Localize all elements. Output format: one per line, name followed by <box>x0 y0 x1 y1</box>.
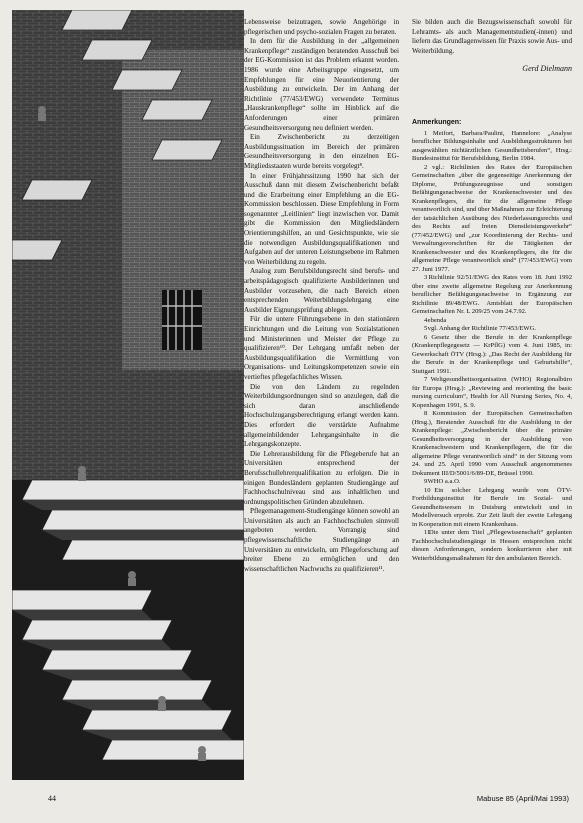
reference-item: 7 Weltgesundheitsorganisation (WHO) Regionalbüro für Europa (Hrsg.): „Reviewing and reorienting the basic nursing curriculum“, Health for All Nursing Series, No. 4, Kopenhagen 1991, S. 9. <box>412 376 572 409</box>
paragraph: Pflegemanagement-Studiengänge können sowohl an Universitäten als auch an Fachhochschulen sinnvoll angeboten werden. Vorrangig sind pflegewissenschaftliche Studiengänge an Universitäten zu entwickeln, um Pflegeforschung auf breiter Ebene zu ermöglichen und den wissenschaftlichen Nachwuchs zu qualifizieren¹¹. <box>244 507 399 573</box>
paragraph: In einer Frühjahrssitzung 1990 hat sich der Ausschuß dann mit diesem Zwischenbericht befaßt und die Erarbeitung einer Empfehlung an die EG-Kommission beschlossen. Diese Empfehlung in Form sogenannter „Leitlinien“ liegt inzwischen vor. Damit gibt die Kommission den Mitgliedsländern Orientierungshilfen, an und Gesichtspunkte, wie sie die notwendigen Ausbildungsqualifikationen und Aufgaben auf der unteren Leistungsebene im Rahmen von Weiterbildung zu regeln. <box>244 171 399 266</box>
paragraph: Ein Zwischenbericht zu derzeitigen Ausbildungssituation im Bereich der primären Gesundheitsversorgung in den einzelnen EG-Mitgliedsstaaten wurde bereits vorgelegt⁸. <box>244 133 399 170</box>
illustration-graphic <box>12 10 244 780</box>
page-number: 44 <box>48 794 56 803</box>
issue-footer: Mabuse 85 (April/Mai 1993) <box>476 794 569 803</box>
reference-item: 6 Gesetz über die Berufe in der Krankenpflege (Krankenpflegegesetz — KrPflG) vom 4. Juni 1985, in: Gewerkschaft ÖTV (Hrsg.): „Das Recht der Ausbildung für die Berufe in der Krankenpflege und Geburtshilfe“, Stuttgart 1991. <box>412 333 572 375</box>
reference-item: 5 vgl. Anhang der Richtlinie 77/453/EWG. <box>424 325 537 333</box>
reference-item: 9 WHO a.a.O. <box>424 478 461 486</box>
paragraph: Analog zum Berufsbildungsrecht sind berufs- und arbeitspädagogisch qualifizierte Ausbilderinnen und Ausbilder vorzusehen, die nach Bereich einen entsprechenden Weiterbildungslehrgang eine Ausbilder Eignungsprüfung ablegen. <box>244 267 399 314</box>
references-list <box>412 130 572 564</box>
escher-style-staircase-illustration <box>12 10 244 780</box>
reference-item: 10 Ein solcher Lehrgang wurde vom ÖTV-Fortbildungsinstitut für Berufe im Sozial- und Gesundheitswesen in Duisburg entwickelt und in Modellversuch erprobt. Zur Zeit läuft der zweite Lehrgang in Kooperation mit einem Krankenhaus. <box>412 486 572 528</box>
paragraph: Die von den Ländern zu regelnden Weiterbildungsordnungen sind so anzulegen, daß die sich daran anschließende Hochschulzugangsberechtigung erlangt werden kann. Dies erfordert die verstärkte Aufnahme allgemeinbildender Lehrgangsinhalte in die Lehrgangskonzepte. <box>244 382 399 449</box>
reference-item: 4 ebenda <box>424 316 447 324</box>
author-signature: Gerd Dielmann <box>522 64 572 74</box>
reference-item: 8 Kommission der Europäischen Gemeinschaften (Hrsg.), Beratender Ausschuß für die Ausbildung in der Krankenpflege: „Zwischenbericht über die primäre Gesundheitsversorgung in der Ausbildung von Krankenschwestern und Krankenpflegern, die für die allgemeine Pflege verantwortlich sind“ in der Sitzung vom 24. und 25. April 1990 vom Ausschuß angenommenes Dokument III/D/5001/6/89-DE, Brüssel 1990. <box>412 410 573 477</box>
paragraph: In dem für die Ausbildung in der „allgemeinen Krankenpflege“ zuständigen beratenden Ausschuß bei der EG-Kommission ist das Problem erkannt worden. 1986 wurde eine Arbeitsgruppe eingesetzt, um Empfehlungen für eine Neuorientierung der Ausbildung zu entwickeln. Der im Anhang der Richtlinie (77/453/EWG) verwendete Terminus „Hauskrankenpflege“ sollte im Hinblick auf die Anforderungen einer primären Gesundheitsversorgung neu definiert werden. <box>244 37 399 132</box>
article-column-middle <box>244 18 399 574</box>
article-column-right <box>412 18 572 563</box>
reference-item: 2 vgl.: Richtlinien des Rates der Europäischen Gemeinschaften „über die gegenseitige Anerkennung der Diplome, Prüfungszeugnisse und sonstigen Befähigungsnachweise der Krankenschwester und des Krankenpflegers, die für die allgemeine Pflege verantwortlich sind, und über Maßnahmen zur Erleichterung der tatsächlichen Ausübung des Niederlassungsrechts und des Rechts auf freien Dienstleistungsverkehr“ (77/452/EWG) und „zur Koordinierung der Rechts- und Verwaltungsvorschriften für die Tätigkeiten der Krankenschwester und des Krankenpflegers, die für die allgemeine Pflege verantwortlich sind“ (77/453/EWG) vom 27. Juni 1977. <box>412 163 572 273</box>
reference-item: 1 Meifort, Barbara/Paulini, Hannelore: „Analyse beruflicher Bildungsinhalte und Ausbildungsstrukturen bei ausgewählten nichtärztlichen Gesundheitsberufen“, Hrsg.: Bundesinstitut für Berufsbildung, Berlin 1984. <box>412 129 572 163</box>
paragraph: Lebensweise beizutragen, sowie Angehörige in pflegerischen und psycho-sozialen Fragen zu beraten. <box>244 18 399 36</box>
paragraph: Die Lehrerausbildung für die Pflegeberufe hat an Universitäten entsprechend der Berufsschullehrerqualifikation zu erfolgen. Die in einigen Bundesländern geplanten Studiengänge auf Fachhochschulniveau sind aus inhaltlichen und ordnungspolitischen Gründen abzulehnen. <box>244 449 399 506</box>
reference-item: 3 Richtlinie 92/51/EWG des Rates vom 18. Juni 1992 über eine zweite allgemeine Regelung zur Anerkennung beruflicher Befähigungsnachweise in Ergänzung zur Richtlinie 89/48/EWG. Amtsblatt der Europäischen Gemeinschaften Nr. L 209/25 vom 24.7.92. <box>412 274 572 316</box>
reference-item: 11 Die unter dem Titel „Pflegewissenschaft“ geplanten Fachhochschulstudiengänge in Hessen entsprechen nicht diesen Anforderungen, sondern konkurrieren eher mit Weiterbildungsmaßnahmen für den ambulanten Bereich. <box>412 529 572 562</box>
closing-paragraph: Sie bilden auch die Bezugswissenschaft sowohl für Lehramts- als auch Managementstudien(-innen) und liefern das Grundlagenwissen für Praxis sowie Aus- und Weiterbildung. <box>412 18 572 55</box>
paragraph: Für die untere Führungsebene in den stationären Einrichtungen und die Leitung von Sozialstationen und Ministerinnen und Meister der Pflege zu qualifizieren¹⁰. Der Lehrgang umfaßt neben der Ausbildungsqualifikation die Vermittlung von Organisations- und Leitungskompetenzen sowie ein vertieftes pflegefachliches Wissen. <box>244 315 399 381</box>
references-heading: Anmerkungen: <box>412 118 462 126</box>
